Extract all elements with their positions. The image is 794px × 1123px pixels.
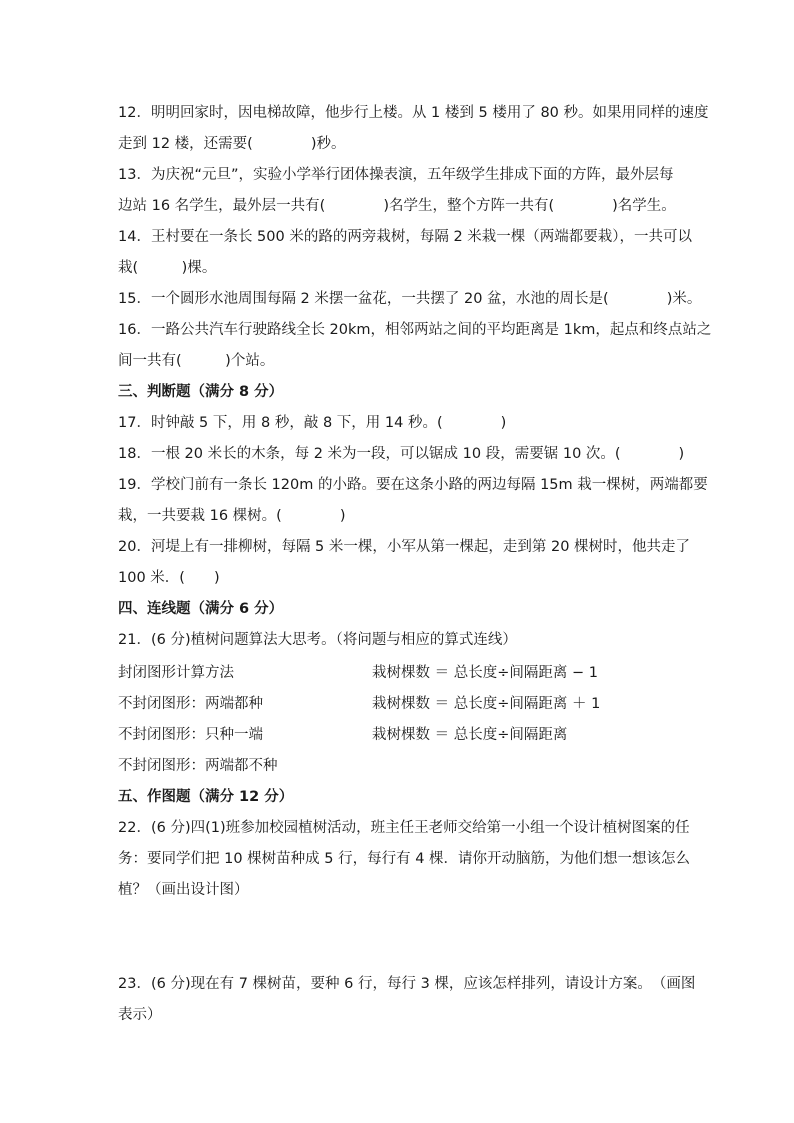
q22-line3: 植？（画出设计图） — [118, 882, 249, 898]
matching-left-2: 不封闭图形：两端都种 — [118, 696, 263, 712]
matching-left-4: 不封闭图形：两端都不种 — [118, 758, 278, 774]
q22-line2: 务：要同学们把 10 棵树苗种成 5 行，每行有 4 棵．请你开动脑筋，为他们想一想该怎么 — [118, 851, 691, 867]
q21-line1: 21．(6 分)植树问题算法大思考。（将问题与相应的算式连线） — [118, 632, 517, 648]
q18-line1: 18．一根 20 米长的木条，每 2 米为一段，可以锯成 10 段，需要锯 10 次。( ) — [118, 446, 685, 462]
q14-line1: 14．王村要在一条长 500 米的路的两旁栽树，每隔 2 米栽一棵（两端都要栽），一共可以 — [118, 229, 693, 245]
section-heading-matching: 四、连线题（满分 6 分） — [118, 601, 284, 617]
q19-line1: 19．学校门前有一条长 120m 的小路。要在这条小路的两边每隔 15m 栽一棵树，两端都要 — [118, 477, 708, 493]
q17-line1: 17．时钟敲 5 下，用 8 秒，敲 8 下，用 14 秒。( ) — [118, 415, 507, 431]
q20-line2: 100 米．( ) — [118, 570, 220, 586]
q15-line1: 15．一个圆形水池周围每隔 2 米摆一盆花，一共摆了 20 盆，水池的周长是( )米。 — [118, 291, 702, 307]
section-heading-judgement: 三、判断题（满分 8 分） — [118, 384, 284, 400]
q23-line2: 表示） — [118, 1007, 162, 1023]
q23-line1: 23．(6 分)现在有 7 棵树苗，要种 6 行，每行 3 棵，应该怎样排列，请设计方案。 （画图 — [118, 976, 696, 992]
section-heading-drawing: 五、作图题（满分 12 分） — [118, 789, 294, 805]
q20-line1: 20．河堤上有一排柳树，每隔 5 米一棵，小军从第一棵起，走到第 20 棵树时，他共走了 — [118, 539, 691, 555]
q22-line1: 22．(6 分)四(1)班参加校园植树活动，班主任王老师交给第一小组一个设计植树图案的任 — [118, 820, 690, 836]
q12-line2: 走到 12 楼，还需要( )秒。 — [118, 136, 346, 152]
matching-right-1: 栽树棵数 ＝ 总长度÷间隔距离 − 1 — [372, 665, 598, 681]
q16-line2: 间一共有( )个站。 — [118, 353, 275, 369]
matching-right-2: 栽树棵数 ＝ 总长度÷间隔距离 ＋ 1 — [372, 696, 601, 712]
q19-line2: 栽，一共要栽 16 棵树。( ) — [118, 508, 346, 524]
matching-left-3: 不封闭图形：只种一端 — [118, 727, 263, 743]
q12-line1: 12．明明回家时，因电梯故障，他步行上楼。从 1 楼到 5 楼用了 80 秒。如果用同样的速度 — [118, 105, 709, 121]
q16-line1: 16．一路公共汽车行驶路线全长 20km，相邻两站之间的平均距离是 1km，起点和终点站之 — [118, 322, 712, 338]
matching-right-3: 栽树棵数 ＝ 总长度÷间隔距离 — [372, 727, 568, 743]
matching-left-1: 封闭图形计算方法 — [118, 665, 234, 681]
q13-line1: 13．为庆祝“元旦”，实验小学举行团体操表演，五年级学生排成下面的方阵，最外层每 — [118, 167, 674, 183]
q14-line2: 栽( )棵。 — [118, 260, 217, 276]
q13-line2: 边站 16 名学生，最外层一共有( )名学生，整个方阵一共有( )名学生。 — [118, 198, 676, 214]
